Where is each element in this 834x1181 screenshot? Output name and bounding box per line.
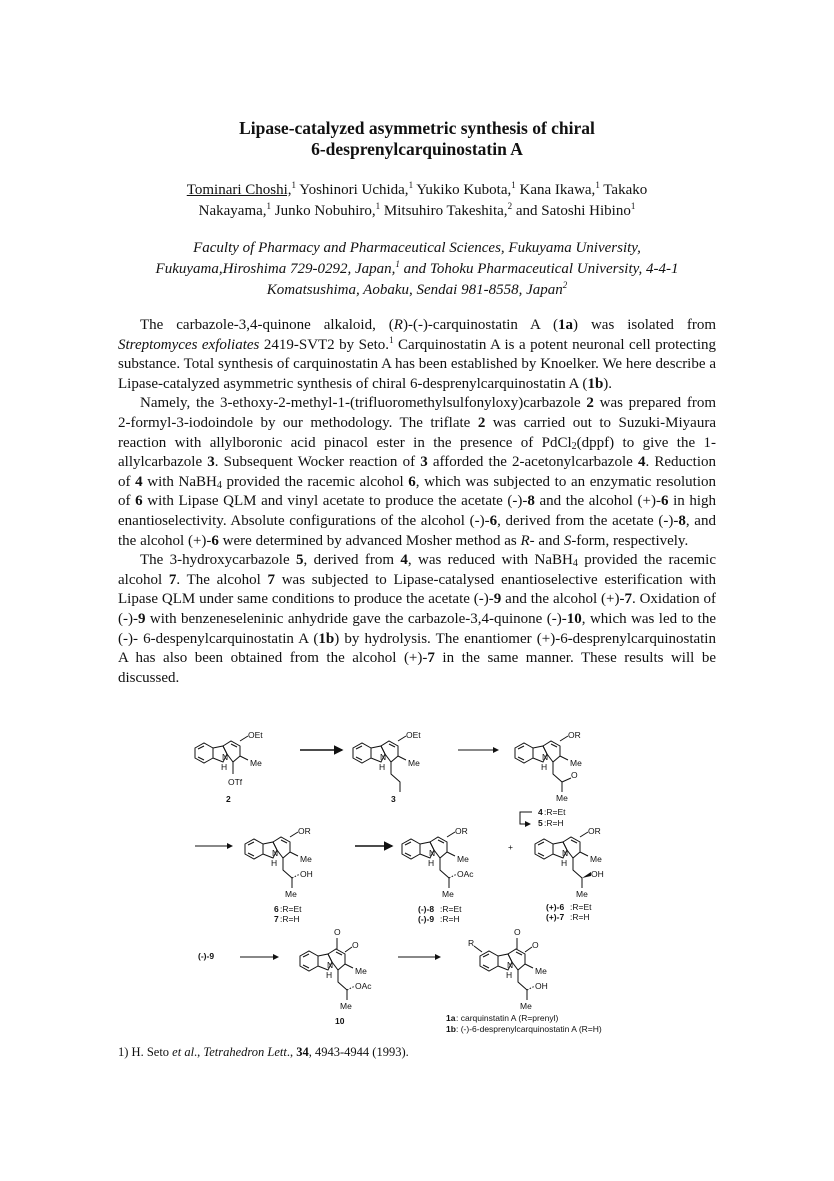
svg-text:H: H — [379, 762, 386, 772]
svg-text:OH: OH — [591, 869, 604, 879]
svg-text:Me: Me — [590, 854, 602, 864]
svg-text:: carquinstatin A (R=prenyl): : carquinstatin A (R=prenyl) — [456, 1013, 559, 1023]
svg-text:O: O — [532, 940, 539, 950]
paper-title — [118, 118, 716, 160]
svg-text:OAc: OAc — [355, 981, 372, 991]
svg-text:N: N — [542, 752, 549, 762]
svg-text:N: N — [380, 752, 387, 762]
author-list: Tominari Choshi,$^1$ Yoshinori Uchida,$^1$ Yukiko Kubota,$^1$ Kana Ikawa,$^1$ Takako Nakayama,$^1$ Junko Nobuhiro,$^1$ Mitsuhiro Takeshita,$^2$ and Satoshi Hibino$^1$ — [186, 180, 648, 219]
svg-text::R=H: :R=H — [280, 914, 300, 924]
svg-text:Me: Me — [576, 889, 588, 899]
svg-text:O: O — [571, 770, 578, 780]
svg-text::R=Et: :R=Et — [440, 904, 462, 914]
compound-6-label: 6 — [274, 904, 279, 914]
compound-1a-label: 1a — [446, 1013, 456, 1023]
svg-text:Me: Me — [285, 889, 297, 899]
svg-text:OR: OR — [588, 826, 601, 836]
paragraph-2: Namely, the 3-ethoxy-2-methyl-1-(trifluoromethylsulfonyloxy)carbazole 2 was prepared from 2-formyl-3-iodoindole by our methodology. The triflate 2 was carried out to Suzuki-Miyaura reaction with allylboronic acid pinacol ester in the presence of PdCl$_2$(dppf) to give the 1-allylcarbazole 3. Subsequent Wocker reaction of 3 afforded the 2-acetonylcarbazole 4. Reduction of 4 with NaBH$_4$ provided the racemic alcohol 6, which was subjected to an enzymatic resolution of 6 with Lipase QLM and vinyl acetate to produce the acetate (-)-8 and the alcohol (+)-6 in high enantioselectivity. Absolute configurations of the alcohol (-)-6, derived from the acetate (-)-8, and the alcohol (+)-6 were determined by advanced Mosher method as R- and S-form, respectively. — [118, 395, 717, 549]
svg-text:Me: Me — [355, 966, 367, 976]
svg-text:H: H — [428, 858, 435, 868]
compound-3-label: 3 — [391, 794, 396, 804]
compound-10-structure — [300, 927, 372, 1026]
compound-2-structure — [195, 730, 263, 804]
svg-text:H: H — [221, 762, 228, 772]
affiliations: Faculty of Pharmacy and Pharmaceutical Sciences, Fukuyama University, Fukuyama,Hiroshima 729-0292, Japan,$^1$ and Tohoku Pharmaceutical University, 4-4-1 Komatsushima, Aobaku, Sendai 981-8558, Japan$^2$ — [155, 240, 679, 298]
svg-text:N: N — [327, 960, 334, 970]
paragraph-1: The carbazole-3,4-quinone alkaloid, (R)-(-)-carquinostatin A (1a) was isolated from Streptomyces exfoliates 2419-SVT2 by Seto.$^1$ Carquinostatin A is a potent neuronal cell protecting substance. Total synthesis of carquinostatin A has been established by Knoelker. We here describe a Lipase-catalyzed asymmetric synthesis of chiral 6-desprenylcarquinostatin A (1b). — [118, 317, 717, 392]
start-9-label: (-)-9 — [198, 951, 215, 961]
compound-8-9-structure — [402, 826, 474, 924]
svg-text:N: N — [222, 752, 229, 762]
paragraph-3: The 3-hydroxycarbazole 5, derived from 4, was reduced with NaBH$_4$ provided the racemic alcohol 7. The alcohol 7 was subjected to Lipase-catalysed enantioselective esterification with Lipase QLM under same conditions to produce the acetate (-)-9 and the alcohol (+)-7. Oxidation of (-)-9 with benzeneseleninic anhydride gave the carbazole-3,4-quinone (-)-10, which was led to the (-)- 6-despenylcarquinostatin A (1b) by hydrolysis. The enantiomer (+)-6-desprenylcarquinostatin A has also been obtained from the alcohol (+)-7 in the same manner. These results will be discussed. — [118, 552, 717, 686]
svg-text::R=Et: :R=Et — [544, 807, 566, 817]
compound-1-structure — [446, 927, 602, 1034]
svg-text:OEt: OEt — [406, 730, 421, 740]
compound-3-structure — [353, 730, 421, 804]
svg-text::R=Et: :R=Et — [570, 902, 592, 912]
svg-text:Me: Me — [535, 966, 547, 976]
compound-1b-label: 1b — [446, 1024, 456, 1034]
reference-1: 1) H. Seto et al., Tetrahedron Lett., 34, 4943-4944 (1993). — [118, 1045, 409, 1059]
title-line-2: 6-desprenylcarquinostatin A — [311, 139, 523, 159]
svg-text:OH: OH — [535, 981, 548, 991]
svg-text:H: H — [326, 970, 333, 980]
svg-text:H: H — [561, 858, 568, 868]
svg-text:Me: Me — [457, 854, 469, 864]
compound-5-label: 5 — [538, 818, 543, 828]
svg-text:N: N — [507, 960, 514, 970]
svg-text:Me: Me — [408, 758, 420, 768]
svg-text::R=Et: :R=Et — [280, 904, 302, 914]
svg-text:O: O — [514, 927, 521, 937]
svg-text:Me: Me — [250, 758, 262, 768]
svg-text::R=H: :R=H — [570, 912, 590, 922]
svg-text:+: + — [508, 842, 513, 852]
compound-4-5-structure — [515, 730, 582, 828]
oet-label: OEt — [248, 730, 263, 740]
compound-6p-label: (+)-6 — [546, 902, 565, 912]
title-line-1: Lipase-catalyzed asymmetric synthesis of chiral — [239, 118, 595, 138]
svg-text:Me: Me — [556, 793, 568, 803]
svg-text::R=H: :R=H — [440, 914, 460, 924]
compound-10-label: 10 — [335, 1016, 345, 1026]
svg-text:OR: OR — [298, 826, 311, 836]
reaction-scheme — [190, 728, 650, 1038]
author-presenting: Tominari Choshi, — [186, 182, 292, 198]
svg-text:Me: Me — [520, 1001, 532, 1011]
svg-text:Me: Me — [442, 889, 454, 899]
svg-text:R: R — [468, 938, 475, 948]
svg-text:N: N — [272, 848, 279, 858]
compound-7p-label: (+)-7 — [546, 912, 565, 922]
svg-text:N: N — [429, 848, 436, 858]
compound-6p-7p-structure — [535, 826, 604, 922]
compound-6-7-structure — [245, 826, 313, 924]
svg-text:Me: Me — [300, 854, 312, 864]
svg-text:H: H — [271, 858, 278, 868]
compound-7-label: 7 — [274, 914, 279, 924]
svg-text:N: N — [562, 848, 569, 858]
svg-text:O: O — [352, 940, 359, 950]
compound-9-label: (-)-9 — [418, 914, 435, 924]
compound-2-label: 2 — [226, 794, 231, 804]
svg-text:O: O — [334, 927, 341, 937]
svg-text::R=H: :R=H — [544, 818, 564, 828]
svg-text:Me: Me — [570, 758, 582, 768]
svg-text:OR: OR — [568, 730, 581, 740]
abstract-body — [118, 316, 716, 688]
svg-text:OR: OR — [455, 826, 468, 836]
svg-text:Me: Me — [340, 1001, 352, 1011]
compound-8-label: (-)-8 — [418, 904, 435, 914]
svg-text:OTf: OTf — [228, 777, 243, 787]
svg-text:H: H — [541, 762, 548, 772]
svg-text:: (-)-6-desprenylcarquinostati: : (-)-6-desprenylcarquinostatin A (R=H) — [456, 1024, 602, 1034]
compound-4-label: 4 — [538, 807, 543, 817]
svg-text:OAc: OAc — [457, 869, 474, 879]
svg-text:OH: OH — [300, 869, 313, 879]
svg-text:H: H — [506, 970, 513, 980]
